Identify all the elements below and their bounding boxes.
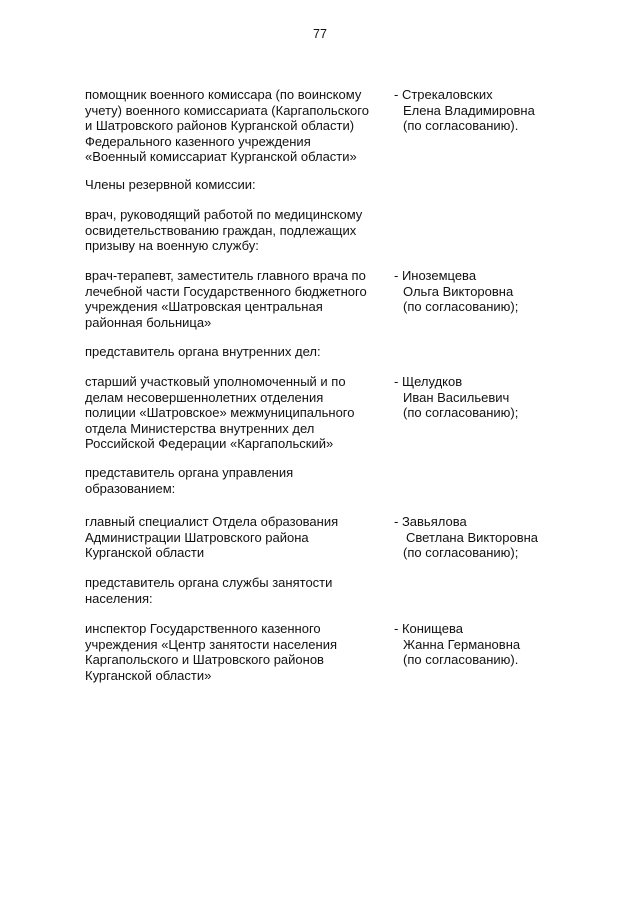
text-line: - Щелудков [394,374,463,389]
text-line: образованием: [85,480,176,496]
text-line: призыву на военную службу: [85,238,259,253]
text-line: Жанна Германовна [403,636,521,652]
text-line: представитель органа управления [85,465,294,480]
text-line: отдела Министерства внутренних дел [85,420,315,436]
section-heading [85,177,385,193]
text-line: Администрации Шатровского района [85,529,309,545]
text-line: - Стрекаловских [394,87,493,102]
text-line: помощник военного комиссара (по воинскому [85,87,362,102]
text-line: освидетельствованию граждан, подлежащих [85,222,357,238]
text-line: полиции «Шатровское» межмуниципального [85,405,355,420]
text-line: (по согласованию). [403,652,519,667]
text-line: Ольга Викторовна [403,283,514,299]
section-heading [85,575,385,606]
text-line: представитель органа внутренних дел: [85,344,321,359]
text-line: Курганской области» [85,667,212,683]
person-name [394,374,604,421]
text-line: врач, руководящий работой по медицинскому [85,207,363,222]
person-name [394,621,604,668]
role-description [85,621,390,683]
role-description [85,374,390,452]
text-line: Елена Владимировна [403,102,535,118]
text-line: главный специалист Отдела образования [85,514,339,529]
text-line: лечебной части Государственного бюджетного [85,283,367,299]
section-heading [85,344,385,360]
page-number: 77 [313,27,327,41]
text-line: Курганской области [85,545,205,560]
text-line: учреждения «Центр занятости населения [85,636,338,652]
text-line: Иван Васильевич [403,389,510,405]
text-line: (по согласованию); [403,545,519,560]
text-line: представитель органа службы занятости [85,575,333,590]
text-line: Российской Федерации «Каргапольский» [85,436,334,451]
text-line: делам несовершеннолетних отделения [85,389,324,405]
text-line: учету) военного комиссариата (Каргапольского [85,102,369,118]
text-line: «Военный комиссариат Курганской области» [85,149,357,164]
person-name [394,268,604,315]
text-line: - Завьялова [394,514,467,529]
role-description [85,268,390,330]
text-line: учреждения «Шатровская центральная [85,299,323,314]
section-heading [85,465,385,496]
text-line: инспектор Государственного казенного [85,621,321,636]
text-line: населения: [85,590,153,606]
text-line: Каргапольского и Шатровского районов [85,652,324,667]
text-line: районная больница» [85,314,212,330]
text-line: (по согласованию). [403,118,519,133]
text-line: - Иноземцева [394,268,477,283]
text-line: - Конищева [394,621,463,636]
text-line: Светлана Викторовна [406,529,539,545]
role-description [85,87,390,165]
text-line: Члены резервной комиссии: [85,177,256,192]
text-line: (по согласованию); [403,299,519,314]
text-line: Федерального казенного учреждения [85,133,311,149]
section-heading [85,207,385,254]
person-name [394,514,604,561]
text-line: (по согласованию); [403,405,519,420]
role-description [85,514,390,561]
text-line: врач-терапевт, заместитель главного врача по [85,268,366,283]
text-line: старший участковый уполномоченный и по [85,374,346,389]
person-name [394,87,604,134]
text-line: и Шатровского районов Курганской области) [85,118,355,133]
